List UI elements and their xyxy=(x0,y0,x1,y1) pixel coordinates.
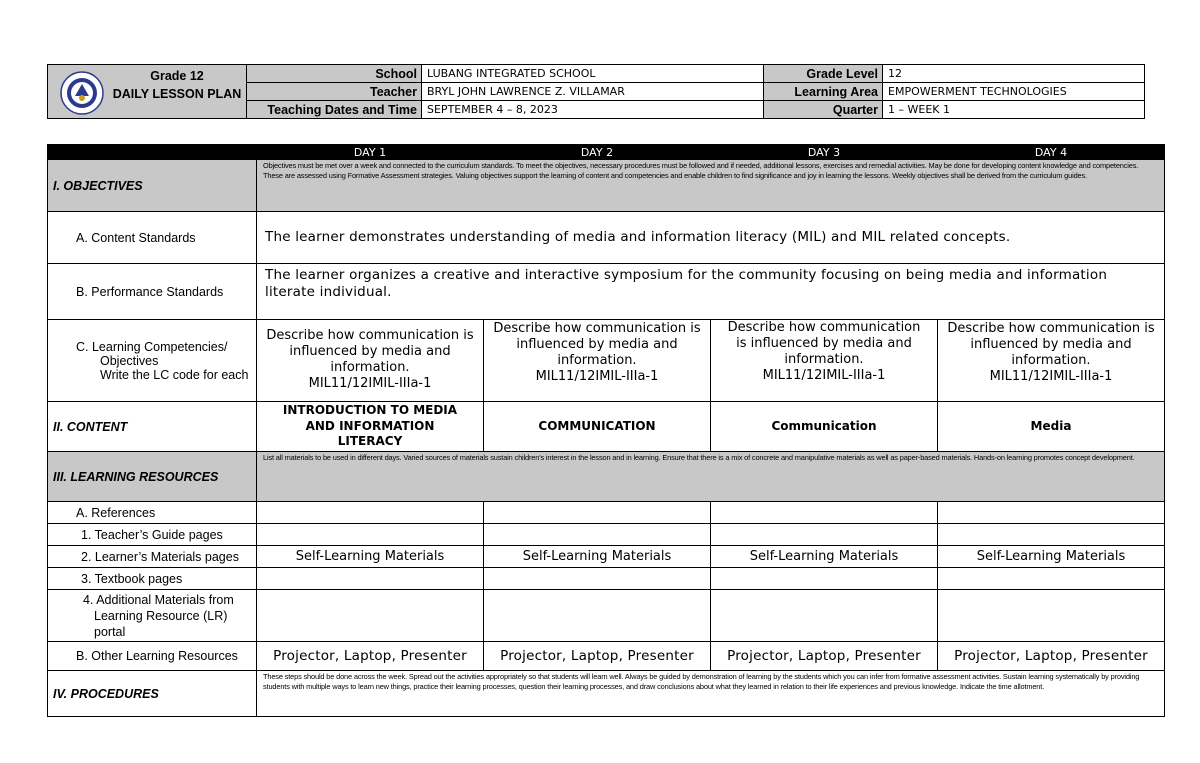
teachers-guide-day-2 xyxy=(484,524,711,546)
additional-materials-day-4 xyxy=(938,590,1165,642)
learners-materials-row xyxy=(48,546,1165,568)
performance-standards-text: The learner organizes a creative and interactive symposium for the community focusing on being media and information literate individual. xyxy=(257,264,1165,320)
lc-day-3-text: Describe how communication is influenced by media and information. xyxy=(727,320,921,367)
references-day-4 xyxy=(938,502,1165,524)
lc-label-line-1: C. Learning Competencies/ xyxy=(76,339,228,354)
additional-materials-line-1: 4. Additional Materials from xyxy=(83,593,234,607)
additional-materials-line-3: portal xyxy=(94,625,126,639)
learners-materials-label: 2. Learner’s Materials pages xyxy=(48,546,257,568)
content-row xyxy=(48,402,1165,452)
header-table xyxy=(47,64,1145,119)
content-day-2: COMMUNICATION xyxy=(484,402,711,452)
lesson-plan-table xyxy=(47,144,1165,717)
teaching-dates-label: Teaching Dates and Time xyxy=(247,101,422,119)
content-day-4: Media xyxy=(938,402,1165,452)
references-label: A. References xyxy=(48,502,257,524)
learning-competencies-row xyxy=(48,320,1165,402)
lc-day-1 xyxy=(257,320,484,402)
teachers-guide-row xyxy=(48,524,1165,546)
additional-materials-row xyxy=(48,590,1165,642)
additional-materials-day-1 xyxy=(257,590,484,642)
deped-seal-logo xyxy=(60,71,104,115)
resources-row xyxy=(48,452,1165,502)
lc-day-2-text: Describe how communication is influenced by media and information. xyxy=(493,321,701,368)
additional-materials-line-2: Learning Resource (LR) xyxy=(94,609,228,623)
content-standards-row xyxy=(48,212,1165,264)
quarter-label: Quarter xyxy=(764,101,883,119)
lc-day-4-text: Describe how communication is influenced by media and information. xyxy=(947,321,1155,368)
quarter-value: 1 – WEEK 1 xyxy=(883,101,1145,119)
teaching-dates-value: SEPTEMBER 4 – 8, 2023 xyxy=(422,101,764,119)
learners-materials-day-2: Self-Learning Materials xyxy=(484,546,711,568)
teacher-label: Teacher xyxy=(247,83,422,101)
textbook-day-3 xyxy=(711,568,938,590)
other-resources-day-3: Projector, Laptop, Presenter xyxy=(711,642,938,671)
other-resources-label: B. Other Learning Resources xyxy=(48,642,257,671)
teachers-guide-label: 1. Teacher’s Guide pages xyxy=(48,524,257,546)
lc-day-3 xyxy=(711,320,938,402)
lc-day-2 xyxy=(484,320,711,402)
additional-materials-day-2 xyxy=(484,590,711,642)
textbook-day-2 xyxy=(484,568,711,590)
objectives-row xyxy=(48,160,1165,212)
learners-materials-day-1: Self-Learning Materials xyxy=(257,546,484,568)
lc-day-3-code: MIL11/12IMIL-IIIa-1 xyxy=(762,368,886,383)
teachers-guide-day-1 xyxy=(257,524,484,546)
other-resources-day-1: Projector, Laptop, Presenter xyxy=(257,642,484,671)
lc-day-2-code: MIL11/12IMIL-IIIa-1 xyxy=(535,369,659,384)
textbook-label: 3. Textbook pages xyxy=(48,568,257,590)
procedures-title: IV. PROCEDURES xyxy=(48,671,257,717)
performance-standards-row xyxy=(48,264,1165,320)
header-brand xyxy=(48,65,247,119)
day-header-blank xyxy=(48,145,257,160)
objectives-note: Objectives must be met over a week and connected to the curriculum standards. To meet the objectives, necessary procedures must be followed and if needed, additional lessons, exercises and remedial activities. May be done for developing content knowledge and competencies. These are assessed using Formative Assessment strategies. Valuing objectives support the learning of content and competencies and enable children to find significance and joy in learning the lessons. Weekly objectives shall be derived from the curriculum guides. xyxy=(257,160,1165,212)
lc-day-1-text: Describe how communication is influenced by media and information. xyxy=(266,328,474,375)
additional-materials-day-3 xyxy=(711,590,938,642)
content-day-1: INTRODUCTION TO MEDIA AND INFORMATION LITERACY xyxy=(257,402,484,452)
lc-label-line-2: Objectives xyxy=(100,353,159,368)
plan-title: DAILY LESSON PLAN xyxy=(112,87,242,101)
teacher-value: BRYL JOHN LAWRENCE Z. VILLAMAR xyxy=(422,83,764,101)
school-value: LUBANG INTEGRATED SCHOOL xyxy=(422,65,764,83)
learners-materials-day-4: Self-Learning Materials xyxy=(938,546,1165,568)
references-row xyxy=(48,502,1165,524)
additional-materials-label xyxy=(48,590,257,642)
lc-day-1-code: MIL11/12IMIL-IIIa-1 xyxy=(308,376,432,391)
references-day-2 xyxy=(484,502,711,524)
lc-day-4-code: MIL11/12IMIL-IIIa-1 xyxy=(989,369,1113,384)
lc-label-line-3: Write the LC code for each xyxy=(100,367,249,382)
grade-level-value: 12 xyxy=(883,65,1145,83)
references-day-1 xyxy=(257,502,484,524)
textbook-row xyxy=(48,568,1165,590)
learning-competencies-label xyxy=(48,320,257,402)
procedures-note: These steps should be done across the week. Spread out the activities appropriately so that students will learn well. Always be guided by demonstration of learning by the students which you can infer from formative assessment activities. Sustain learning systematically by providing students with multiple ways to learn new things, practice their learning processes, question their learning processes, and draw conclusions about what they learned in relation to their life experiences and previous knowledge. Indicate the time allotment. xyxy=(257,671,1165,717)
school-label: School xyxy=(247,65,422,83)
other-resources-day-2: Projector, Laptop, Presenter xyxy=(484,642,711,671)
day-header-row xyxy=(48,145,1165,160)
day-3-header: DAY 3 xyxy=(711,145,938,160)
textbook-day-1 xyxy=(257,568,484,590)
resources-note: List all materials to be used in different days. Varied sources of materials sustain children's interest in the lesson and in learning. Ensure that there is a mix of concrete and manipulative materials as well as paper-based materials. Hands-on learning promotes concept development. xyxy=(257,452,1165,502)
day-2-header: DAY 2 xyxy=(484,145,711,160)
content-standards-label: A. Content Standards xyxy=(48,212,257,264)
other-resources-row xyxy=(48,642,1165,671)
references-day-3 xyxy=(711,502,938,524)
performance-standards-label: B. Performance Standards xyxy=(48,264,257,320)
teachers-guide-day-4 xyxy=(938,524,1165,546)
textbook-day-4 xyxy=(938,568,1165,590)
learning-area-value: EMPOWERMENT TECHNOLOGIES xyxy=(883,83,1145,101)
other-resources-day-4: Projector, Laptop, Presenter xyxy=(938,642,1165,671)
learning-area-label: Learning Area xyxy=(764,83,883,101)
day-4-header: DAY 4 xyxy=(938,145,1165,160)
objectives-title: I. OBJECTIVES xyxy=(48,160,257,212)
teachers-guide-day-3 xyxy=(711,524,938,546)
lc-day-4 xyxy=(938,320,1165,402)
grade-title: Grade 12 xyxy=(150,69,204,83)
content-standards-text: The learner demonstrates understanding of media and information literacy (MIL) and MIL related concepts. xyxy=(257,212,1165,264)
resources-title: III. LEARNING RESOURCES xyxy=(48,452,257,502)
procedures-row xyxy=(48,671,1165,717)
content-title: II. CONTENT xyxy=(48,402,257,452)
learners-materials-day-3: Self-Learning Materials xyxy=(711,546,938,568)
content-day-3: Communication xyxy=(711,402,938,452)
day-1-header: DAY 1 xyxy=(257,145,484,160)
grade-level-label: Grade Level xyxy=(764,65,883,83)
